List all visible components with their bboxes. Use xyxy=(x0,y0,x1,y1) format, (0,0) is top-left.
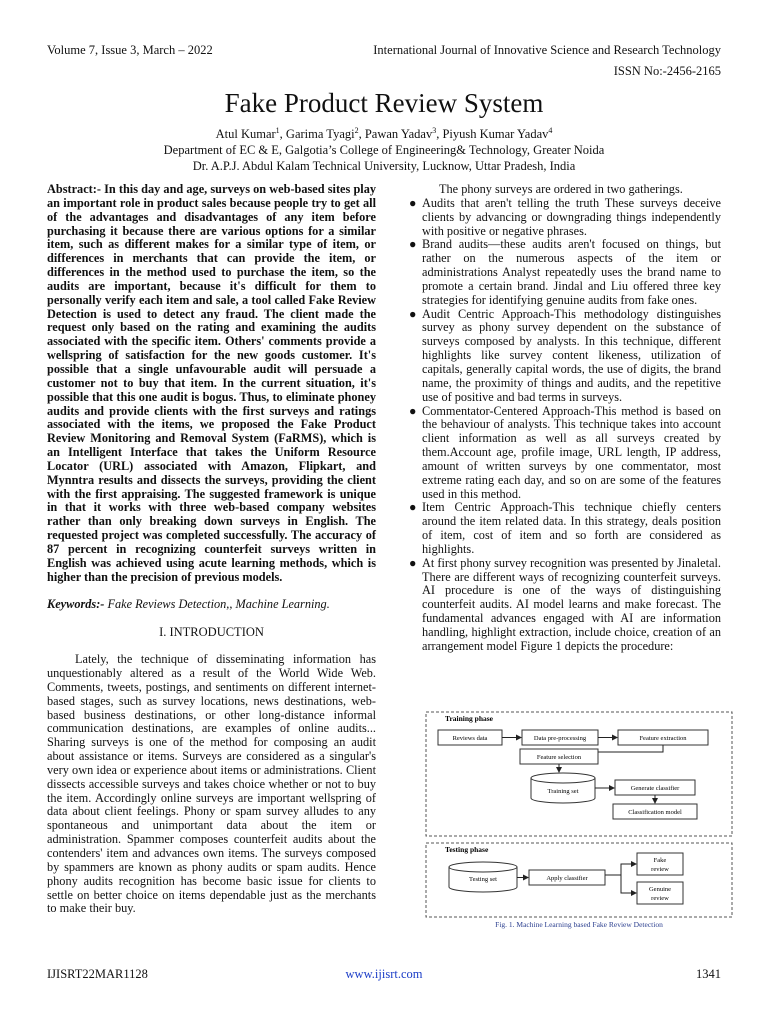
ml-fake-review-diagram xyxy=(425,710,733,934)
journal-name: International Journal of Innovative Science and Research Technology xyxy=(373,43,721,57)
preprocessing-label: Data pre-processing xyxy=(533,735,587,742)
bullet-list xyxy=(407,197,721,654)
author-name: Atul Kumar xyxy=(215,127,276,141)
journal-volume: Volume 7, Issue 3, March – 2022 xyxy=(47,43,213,57)
fake-review-label-line2: review xyxy=(651,866,669,873)
list-item: ● Audits that aren't telling the truth These surveys deceive clients by advancing or downgrading things independently with positive or negative phrases. xyxy=(409,195,721,238)
left-column xyxy=(47,183,376,916)
right-column xyxy=(407,183,721,654)
journal-url-link[interactable]: www.ijisrt.com xyxy=(345,967,423,981)
fake-review-label-line1: Fake xyxy=(653,857,667,864)
list-item: ● At first phony survey recognition was presented by Jinaletal. There are different ways of recognizing counterfeit surveys. AI procedure is one of the ways of distinguishing counterfeit audits. AI model learns and make forecast. The fundamental advances engaged with AI are information handling, highlight extraction, include choice, creation of an arrangement model Figure 1 depicts the procedure: xyxy=(409,555,721,653)
issn: ISSN No:-2456-2165 xyxy=(613,64,721,78)
classification-model-label: Classification model xyxy=(628,809,682,816)
feature-extraction-label: Feature extraction xyxy=(639,735,687,742)
phony-survey-intro: The phony surveys are ordered in two gatherings. xyxy=(439,182,683,196)
feature-selection-label: Feature selection xyxy=(536,754,582,761)
author-name: Piyush Kumar Yadav xyxy=(442,127,549,141)
testing-set-label: Testing set xyxy=(469,876,497,883)
page-number: 1341 xyxy=(696,967,721,981)
testing-phase-label: Testing phase xyxy=(445,845,489,854)
author-list: Atul Kumar$^1$, Garima Tyagi$^2$, Pawan Yadav$^3$, Piyush Kumar Yadav$^4$ xyxy=(215,125,553,141)
genuine-review-label-line1: Genuine xyxy=(648,886,672,893)
paper-title: Fake Product Review System xyxy=(224,88,544,118)
author-block xyxy=(0,126,768,174)
training-set-label: Training set xyxy=(547,788,579,795)
list-item: ● Brand audits—these audits aren't focused on things, but rather on the numerous aspects of the item or administrations Analyst repeatedly uses the brand name to promote a certain brand. Jindal and Liu offered three key strategies for identifying genuine audits from fake ones. xyxy=(409,237,721,307)
reviews-data-label: Reviews data xyxy=(452,735,488,742)
figure-caption: Fig. 1. Machine Learning based Fake Review Detection xyxy=(495,920,663,929)
training-phase-label: Training phase xyxy=(445,714,493,723)
section-heading-introduction: I. INTRODUCTION xyxy=(159,625,264,640)
list-item: ● Audit Centric Approach-This methodology distinguishes survey as phony survey dependent on the substance of surveys composed by analysts. In this technique, different highlights like survey content likeness, utilization of capitals, generally capital words, the use of digits, the brand name, the proximity of things and audits, and the repetitive use of positive and bad terms in surveys. xyxy=(409,306,721,404)
genuine-review-label-line2: review xyxy=(651,895,669,902)
keywords: Keywords:- Fake Reviews Detection,, Machine Learning. xyxy=(47,597,330,612)
affiliation-college: Department of EC & E, Galgotia’s College of Engineering& Technology, Greater Noida xyxy=(163,143,605,157)
apply-classifier-label: Apply classifier xyxy=(546,875,588,882)
introduction-paragraph: Lately, the technique of disseminating information has unquestionably altered as a result of the World Wide Web. Comments, tweets, postings, and sentiments on different internet-based stages, such as survey locations, news destinations, web-based business destinations, or other long-distance informal communication destinations, are examples of online audits... Sharing surveys is one of the method for composing an audit about assistance or items. Surveys are considered as a singular's very own idea or experience about items or administrations. Client dissects accessible surveys and takes choice whether or not to buy the item. Accordingly online surveys are important wellspring of data about client feelings. Phony or spam survey alludes to any spontaneous and unimportant data about the item or administration. Spammer composes counterfeit audits about the contenders' item and advances own items. The surveys composed by spammers are known as phony audits or spam audits. Hence phony audits recognition has become basic issue for clients to settle on better choice on items dependable just as the merchants to make their buy. xyxy=(47,652,376,916)
abstract: Abstract:- In this day and age, surveys on web-based sites play an important role in product sales because people try to get all of the advantages and disadvantages of any item before purchasing it because there are various options for a similar item, such as different makes for a similar type of item, or differences in merchants that can provide the item, or differences in the method used to purchase the item, so the audits are important, because it's difficult for them to personally verify each item and sale, a tool called Fake Review Detection is used to detect any fraud. The client made the request only based on the rating and examining the audits associated with the specific item. Others' comments provide a wellspring of satisfaction for the new goods customer. It's possible that a single unfavourable audit will persuade a customer not to buy that item. In the current situation, it's possible that this one audit is bogus. Thus, to eliminate phoney audits and provide clients with the first surveys and ratings associated with the items, we proposed the Fake Product Review Monitoring and Removal System (FaRMS), which is an Intelligent Interface that takes the Uniform Resource Locator (URL) associated with Amazon, Flipkart, and Mynntra results and dissects the surveys, providing the client with the first appraising. The suggested framework is unique in that it works with three web-based company websites rather than only breaking down surveys in English. The requested project was completed successfully. The accuracy of 87 percent in recognizing counterfeit surveys written in English was achieved using acute learning methods, which is higher than the precision of previous models. xyxy=(47,182,376,584)
generate-classifier-label: Generate classifier xyxy=(630,785,680,792)
affiliation-university: Dr. A.P.J. Abdul Kalam Technical University, Lucknow, Uttar Pradesh, India xyxy=(192,159,576,173)
list-item: ● Commentator-Centered Approach-This method is based on the behaviour of analysts. This technique takes into account client information as well as all surveys created by them.Account age, profile image, URL length, IP address, amount of written surveys by one commentator, most extreme rating each day, and so on are some of the features used in this method. xyxy=(409,403,721,501)
paper-id: IJISRT22MAR1128 xyxy=(47,967,148,981)
author-name: Garima Tyagi xyxy=(285,127,355,141)
author-name: Pawan Yadav xyxy=(364,127,433,141)
list-item: ● Item Centric Approach-This technique chiefly centers around the item related data. In this strategy, deals position of item, cost of item and so forth are considered as highlights. xyxy=(409,500,721,556)
